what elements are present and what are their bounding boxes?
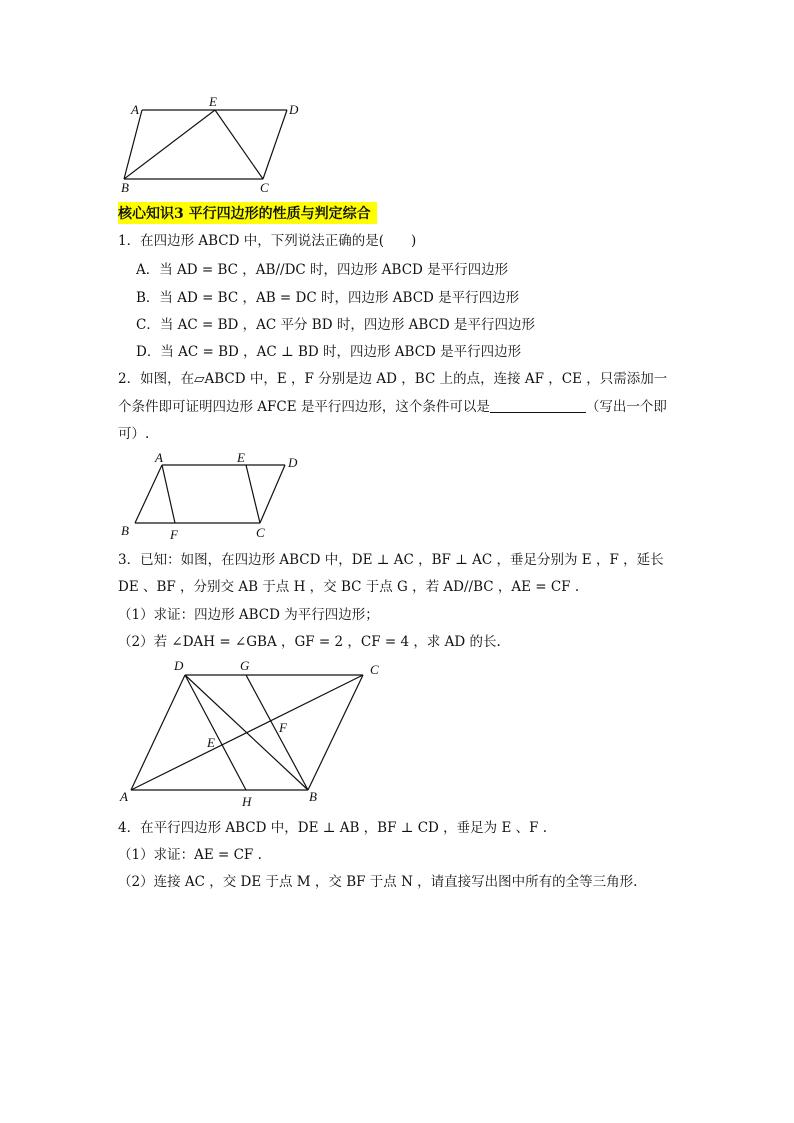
label-B: B: [121, 523, 129, 538]
segment-DC: [263, 110, 287, 179]
q2-line-2: [118, 398, 667, 416]
q2-line-2-text: 个条件即可证明四边形 AFCE 是平行四边形，这个条件可以是: [118, 399, 490, 415]
figure-1-parallelogram: [115, 92, 315, 198]
q3-part-2: （2）若 ∠DAH = ∠GBA ，GF = 2 ，CF = 4 ，求 AD 的长.: [118, 634, 501, 650]
segment-EC: [246, 465, 260, 523]
q3-line-1: 3．已知：如图，在四边形 ABCD 中，DE ⊥ AC ，BF ⊥ AC ，垂足分别为 E ，F ，延长: [118, 552, 664, 568]
label-E: E: [209, 94, 217, 109]
label-C: C: [370, 662, 379, 677]
label-B: B: [121, 180, 129, 195]
label-C: C: [256, 525, 265, 540]
q3-part-1: （1）求证：四边形 ABCD 为平行四边形；: [118, 607, 379, 623]
section-heading: 核心知识3 平行四边形的性质与判定综合: [118, 202, 377, 224]
q4-part-2: （2）连接 AC ，交 DE 于点 M ，交 BF 于点 N ，请直接写出图中所有的全等三角形.: [118, 874, 638, 890]
answer-blank[interactable]: [490, 398, 586, 413]
segment-EC: [215, 110, 263, 179]
segment-DH: [185, 675, 246, 790]
label-D: D: [289, 102, 299, 117]
label-B: B: [309, 789, 317, 804]
segment-AB: [135, 465, 162, 523]
segment-EB: [124, 110, 215, 179]
q2-line-2-tail: （写出一个即: [585, 399, 667, 415]
q1-option-a: A．当 AD = BC ，AB//DC 时，四边形 ABCD 是平行四边形: [136, 262, 509, 278]
label-G: G: [240, 658, 250, 673]
segment-BC: [308, 675, 363, 790]
segment-AD: [131, 675, 185, 790]
segment-AB: [124, 110, 142, 179]
label-C: C: [260, 180, 269, 195]
label-E: E: [207, 735, 215, 750]
q4-part-1: （1）求证：AE = CF .: [118, 847, 262, 863]
q1-option-c: C．当 AC = BD ，AC 平分 BD 时，四边形 ABCD 是平行四边形: [136, 317, 535, 333]
q4-line-1: 4．在平行四边形 ABCD 中，DE ⊥ AB ，BF ⊥ CD ，垂足为 E 、F .: [118, 820, 548, 836]
label-F: F: [170, 527, 178, 542]
label-D: D: [174, 658, 184, 673]
label-A: A: [131, 102, 139, 117]
segment-DB: [185, 675, 308, 790]
figure-2-parallelogram: [115, 448, 315, 544]
label-D: D: [288, 455, 298, 470]
q1-stem: 1．在四边形 ABCD 中，下列说法正确的是( ): [118, 233, 417, 249]
segment-DC: [260, 465, 285, 523]
label-H: H: [242, 794, 252, 809]
q3-line-2: DE 、BF ，分别交 AB 于点 H ，交 BC 于点 G ，若 AD//BC ，AE = CF .: [118, 579, 580, 595]
label-A: A: [155, 450, 163, 465]
label-E: E: [237, 450, 245, 465]
q2-line-1: 2．如图，在▱ABCD 中，E ，F 分别是边 AD ，BC 上的点，连接 AF ，CE ，只需添加一: [118, 371, 668, 387]
label-A: A: [120, 789, 128, 804]
segment-GB: [246, 675, 308, 790]
segment-AF: [162, 465, 175, 523]
q2-line-3: 可）.: [118, 426, 150, 442]
label-F: F: [279, 720, 287, 735]
figure-3-parallelogram: [115, 655, 395, 813]
q1-option-d: D．当 AC = BD ，AC ⊥ BD 时，四边形 ABCD 是平行四边形: [136, 344, 522, 360]
q1-option-b: B．当 AD = BC ，AB = DC 时，四边形 ABCD 是平行四边形: [136, 290, 520, 306]
